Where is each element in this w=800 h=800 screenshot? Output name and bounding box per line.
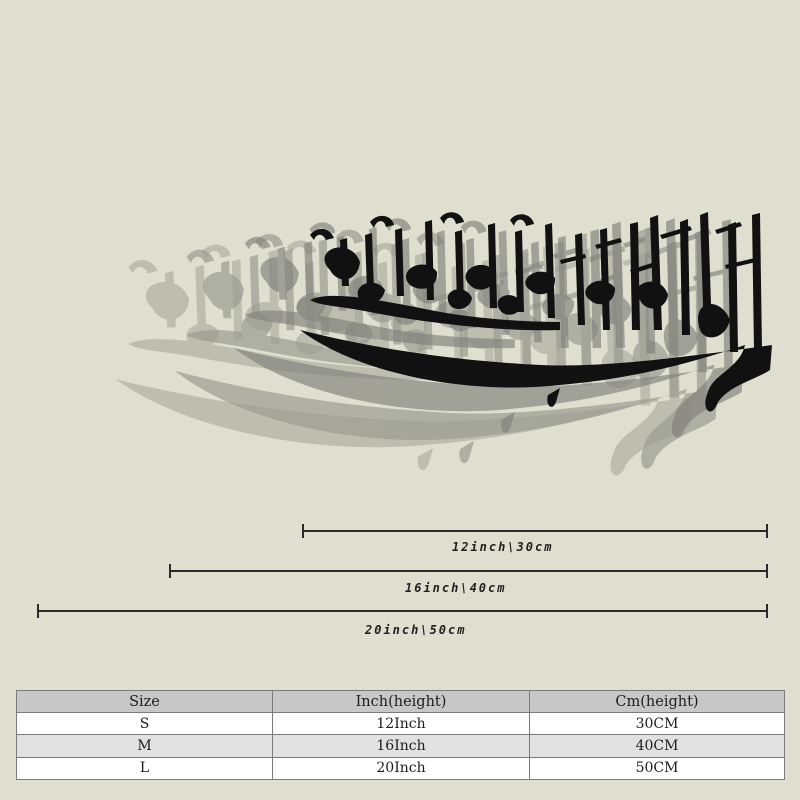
cell-inch: 16Inch xyxy=(273,735,530,757)
cell-cm: 30CM xyxy=(530,713,785,735)
measure-line-12inch xyxy=(302,524,768,538)
cell-cm: 50CM xyxy=(530,757,785,779)
table-header-row xyxy=(17,691,785,713)
header-size: Size xyxy=(17,691,273,713)
measure-label-20inch: 20inch\50cm xyxy=(365,623,467,637)
table-row xyxy=(17,735,785,757)
cell-size: S xyxy=(17,713,273,735)
measure-line-16inch xyxy=(169,564,768,578)
cell-inch: 12Inch xyxy=(273,713,530,735)
cell-inch: 20Inch xyxy=(273,757,530,779)
header-cm: Cm(height) xyxy=(530,691,785,713)
table-row xyxy=(17,757,785,779)
cell-cm: 40CM xyxy=(530,735,785,757)
size-table xyxy=(16,690,785,780)
measure-label-12inch: 12inch\30cm xyxy=(452,540,554,554)
measure-line-20inch xyxy=(37,604,768,618)
header-inch: Inch(height) xyxy=(273,691,530,713)
measure-label-16inch: 16inch\40cm xyxy=(405,581,507,595)
cell-size: L xyxy=(17,757,273,779)
table-row xyxy=(17,713,785,735)
cell-size: M xyxy=(17,735,273,757)
